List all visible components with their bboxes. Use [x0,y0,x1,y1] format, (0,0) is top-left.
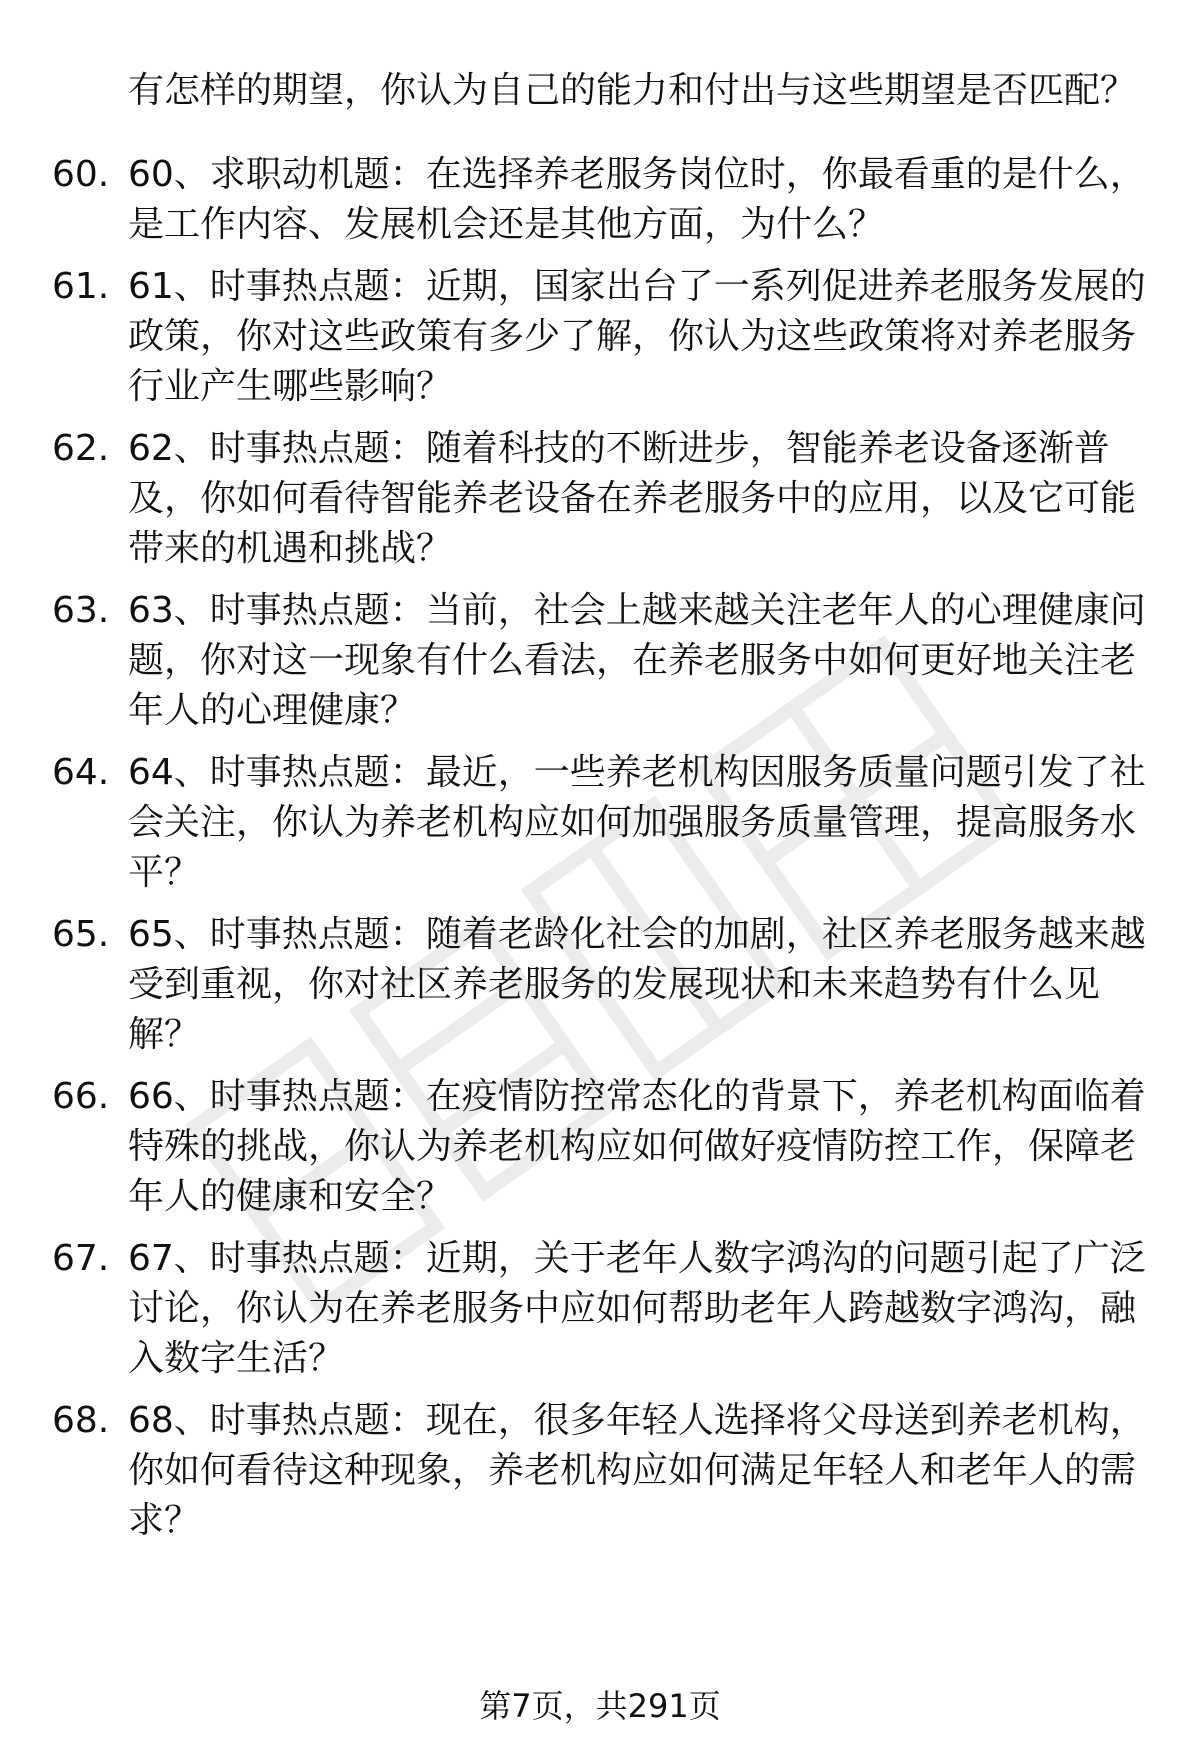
question-text-line: 及，你如何看待智能养老设备在养老服务中的应用，以及它可能 [128,478,1137,519]
question-text-line: 64、时事热点题：最近，一些养老机构因服务质量问题引发了社 [128,752,1146,793]
question-text-line: 你如何看待这种现象，养老机构应如何满足年轻人和老年人的需 [128,1450,1137,1491]
question-number: 68. [52,1400,110,1441]
question-number: 67. [52,1238,110,1279]
question-number: 63. [52,590,110,631]
question-text-line: 67、时事热点题：近期，关于老年人数字鸿沟的问题引起了广泛 [128,1238,1146,1279]
question-item [0,1234,1200,1414]
question-text-line: 63、时事热点题：当前，社会上越来越关注老年人的心理健康问 [128,590,1146,631]
question-text [128,424,1138,574]
question-number: 64. [52,752,110,793]
question-text-line: 61、时事热点题：近期，国家出台了一系列促进养老服务发展的 [128,266,1146,307]
question-text-line: 年人的心理健康？ [128,690,417,731]
question-number: 62. [52,428,110,469]
question-item [0,1396,1200,1576]
question-text [128,1072,1146,1222]
question-item [0,586,1200,766]
question-text-line: 是工作内容、发展机会还是其他方面，为什么？ [128,204,885,245]
question-text [128,748,1146,898]
question-text-line: 特殊的挑战，你认为养老机构应如何做好疫情防控工作，保障老 [128,1126,1137,1167]
question-text [128,1234,1146,1384]
question-text-line: 解？ [128,1014,201,1055]
question-number: 61. [52,266,110,307]
question-text [128,150,1146,250]
question-text-line: 会关注，你认为养老机构应如何加强服务质量管理，提高服务水 [128,802,1137,843]
question-text-line: 政策，你对这些政策有多少了解，你认为这些政策将对养老服务 [128,316,1137,357]
question-text-line: 入数字生活？ [128,1338,345,1379]
question-text-line: 62、时事热点题：随着科技的不断进步，智能养老设备逐渐普 [128,428,1110,469]
question-text-line: 年人的健康和安全？ [128,1176,453,1217]
question-text-line: 平？ [128,852,201,893]
question-item [0,424,1200,604]
question-text-line: 带来的机遇和挑战？ [128,528,453,569]
question-text [128,1396,1146,1546]
question-text-line: 受到重视，你对社区养老服务的发展现状和未来趋势有什么见 [128,964,1101,1005]
question-text [128,586,1146,736]
question-text [128,910,1146,1060]
question-text-line: 65、时事热点题：随着老龄化社会的加剧，社区养老服务越来越 [128,914,1146,955]
question-item [0,262,1200,442]
question-text-line: 题，你对这一现象有什么看法，在养老服务中如何更好地关注老 [128,640,1137,681]
question-item [0,910,1200,1090]
question-number: 65. [52,914,110,955]
question-item [0,748,1200,928]
question-text-line: 60、求职动机题：在选择养老服务岗位时，你最看重的是什么， [128,154,1146,195]
question-text-line: 讨论，你认为在养老服务中应如何帮助老年人跨越数字鸿沟，融 [128,1288,1137,1329]
page-footer: 第7页，共291页 [479,1687,721,1725]
question-number: 60. [52,154,110,195]
question-text-line: 行业产生哪些影响？ [128,366,453,407]
question-text-line: 66、时事热点题：在疫情防控常态化的背景下，养老机构面临着 [128,1076,1146,1117]
question-item [0,1072,1200,1252]
question-text-line: 68、时事热点题：现在，很多年轻人选择将父母送到养老机构， [128,1400,1146,1441]
question-text-line: 求？ [128,1500,201,1541]
continued-question-text: 有怎样的期望，你认为自己的能力和付出与这些期望是否匹配？ [128,70,1137,111]
question-number: 66. [52,1076,110,1117]
question-text [128,262,1146,412]
